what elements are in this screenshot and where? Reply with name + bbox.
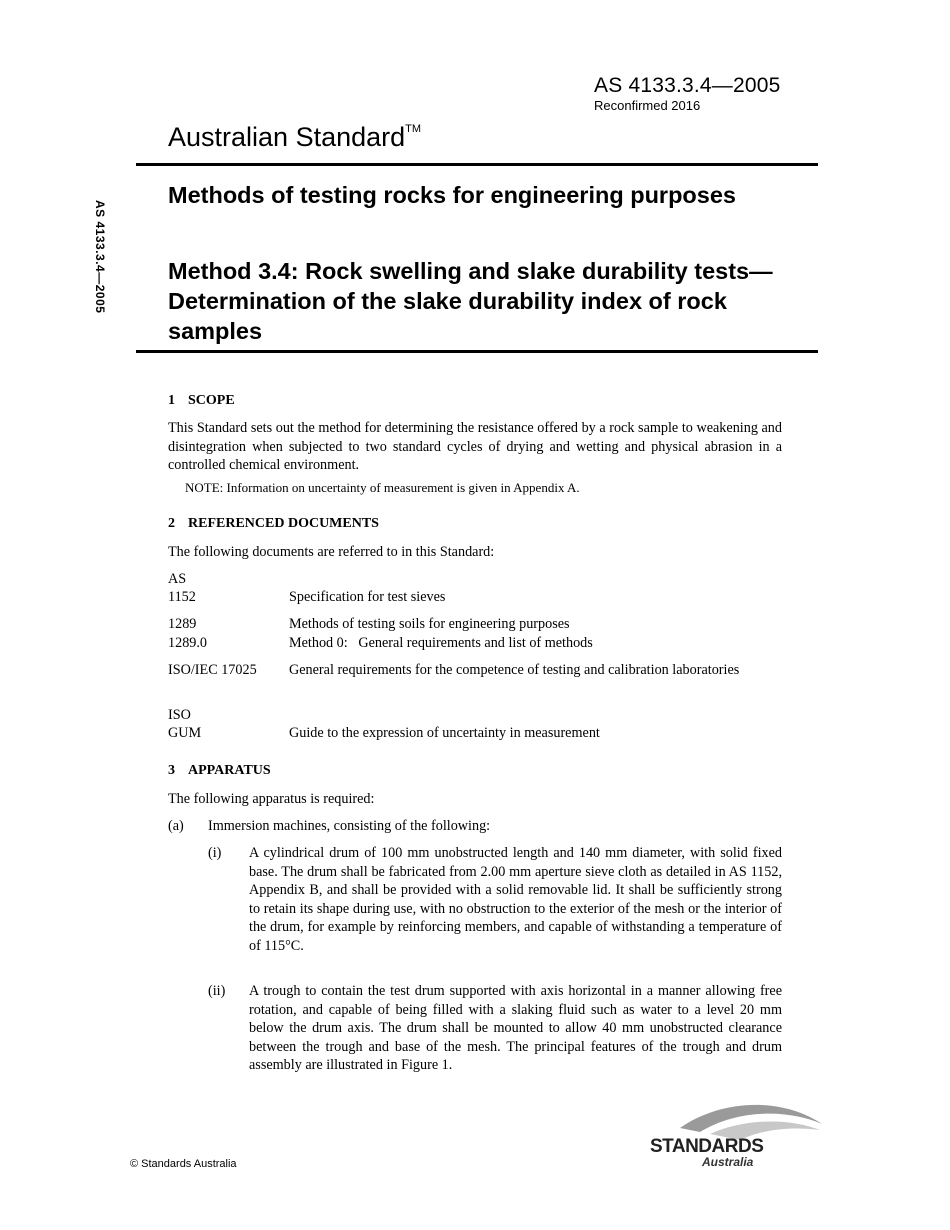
section-references-heading	[168, 516, 379, 532]
scope-text: This Standard sets out the method for determining the resistance offered by a rock sample to weakening and disintegration when subjected to two standard cycles of drying and wetting and physical abrasion in a controlled chemical environment.	[168, 420, 782, 473]
section-title: REFERENCED DOCUMENTS	[188, 516, 379, 531]
apparatus-intro: The following apparatus is required:	[168, 791, 375, 807]
section-number: 2	[168, 516, 175, 531]
list-label: (a)	[168, 818, 184, 834]
section-scope-heading	[168, 393, 235, 409]
reference-title: General requirements for the competence of testing and calibration laboratories	[289, 662, 740, 678]
trademark-mark: TM	[405, 123, 422, 135]
standard-number: AS 4133.3.4—2005	[594, 74, 781, 97]
section-apparatus-heading	[168, 763, 271, 779]
reference-title: Method 0: General requirements and list of methods	[289, 635, 593, 651]
header-rule-bottom	[136, 350, 818, 353]
section-title: SCOPE	[188, 393, 235, 408]
series-title: Methods of testing rocks for engineering purposes	[168, 182, 736, 208]
brand-title	[168, 122, 421, 153]
section-title: APPARATUS	[188, 763, 271, 778]
references-intro: The following documents are referred to in this Standard:	[168, 544, 495, 560]
logo-subtext: Australia	[702, 1155, 754, 1169]
reference-code: ISO/IEC 17025	[168, 662, 257, 678]
header-rule-top	[136, 163, 818, 166]
copyright-notice: © Standards Australia	[130, 1158, 237, 1170]
reference-title: Specification for test sieves	[289, 589, 446, 605]
reference-group-as: AS	[168, 571, 187, 587]
list-label: (i)	[208, 845, 222, 861]
standards-australia-logo	[640, 1100, 830, 1172]
reference-code: 1152	[168, 589, 196, 605]
section-number: 3	[168, 763, 175, 778]
reference-code: GUM	[168, 725, 202, 741]
logo-wordmark: STANDARDS	[650, 1136, 764, 1157]
scope-note: NOTE: Information on uncertainty of measurement is given in Appendix A.	[185, 480, 580, 495]
list-text: A trough to contain the test drum supported with axis horizontal in a manner allowing free rotation, and capable of being filled with a slaking fluid such as water to a level 20 mm below the drum axis. The drum shall be mounted to allow 40 mm unobstructed clearance between the trough and base of the mesh. The principal features of the trough and drum assembly are illustrated in Figure 1.	[249, 983, 782, 1073]
side-standard-number: AS 4133.3.4—2005	[93, 200, 107, 314]
list-text: A cylindrical drum of 100 mm unobstructed length and 140 mm diameter, with solid fixed base. The drum shall be fabricated from 2.00 mm aperture sieve cloth as detailed in AS 1152, Appendix B, and shall be provided with a solid removable lid. It shall be sufficiently strong to retain its shape during use, with no obstruction to the exterior of the mesh or the interior of the drum, for example by reinforcing members, and capable of withstanding a temperature of of 115°C.	[249, 845, 782, 954]
reconfirmed-date: Reconfirmed 2016	[594, 98, 701, 113]
method-title: Method 3.4: Rock swelling and slake durability tests—Determination of the slake durability index of rock samples	[168, 258, 773, 344]
reference-title: Methods of testing soils for engineering purposes	[289, 616, 570, 632]
list-label: (ii)	[208, 983, 226, 999]
reference-code: 1289	[168, 616, 197, 632]
section-number: 1	[168, 393, 175, 408]
reference-group-iso: ISO	[168, 707, 191, 723]
reference-code: 1289.0	[168, 635, 208, 651]
list-text: Immersion machines, consisting of the following:	[208, 818, 491, 834]
brand-title-text: Australian Standard	[168, 122, 406, 152]
reference-title: Guide to the expression of uncertainty in measurement	[289, 725, 600, 741]
